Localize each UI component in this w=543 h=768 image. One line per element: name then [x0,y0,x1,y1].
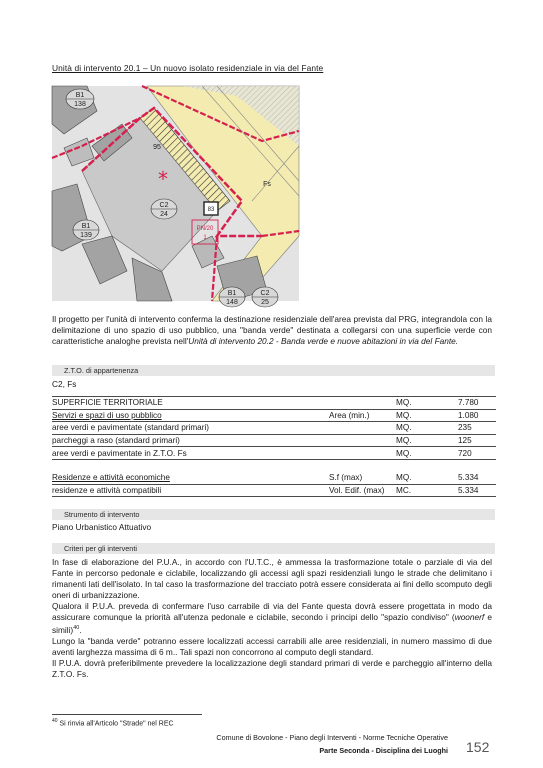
map-label: 95 [153,144,161,151]
map-label: 138 [74,101,86,108]
table-cell: MQ. [396,472,458,484]
map-label: B1 [75,92,85,99]
map-label: B1 [227,290,237,297]
table-cell: Servizi e spazi di uso pubblico [52,409,329,422]
map-label: Fs [263,181,271,188]
page-number: 152 [466,739,490,755]
data-table [52,396,496,497]
table-row [52,422,496,435]
map-label: 148 [226,299,238,306]
table-cell: 235 [458,422,496,435]
table-cell: 720 [458,447,496,460]
zoning-map-graphic [52,86,299,306]
map-label: 1 [203,235,207,241]
table-cell: Area (min.) [329,409,396,422]
zto-label: Z.T.O. di appartenenza [64,366,139,375]
criteria-paragraph: In fase di elaborazione del P.U.A., in accordo con l'U.T.C., è ammessa la trasformazione totale o parziale di via del Fante in percorso pedonale e ciclabile, localizzando gli accessi agli spazi residenziali lungo le strade che delimitano i rimanenti lati dell'isolato. In tal caso la trasformazione del tracciato potrà essere considerata ai fini dello scomputo degli oneri di urbanizzazione. [52,557,492,600]
table-cell: S.f (max) [329,472,396,484]
table-cell: aree verdi e pavimentate (standard primari) [52,422,329,435]
section-title: Unità di intervento 20.1 – Un nuovo isolato residenziale in via del Fante [52,63,324,73]
table-row [52,409,496,422]
zoning-map [52,86,299,306]
map-label: 24 [160,211,168,218]
footnote-divider [52,714,202,715]
table-row [52,447,496,460]
table-cell: residenze e attività compatibili [52,484,329,497]
table-row [52,397,496,410]
table-row [52,472,496,484]
footer-line-1: Comune di Bovolone - Piano degli Interventi - Norme Tecniche Operative [216,733,448,742]
map-label: B1 [81,223,91,230]
zto-value: C2, Fs [52,379,77,389]
star-icon: * [158,167,168,191]
table-cell: MQ. [396,397,458,410]
map-label: 83 [207,207,215,213]
table-cell: 5.334 [458,472,496,484]
table-cell: 5.334 [458,484,496,497]
table-cell: 7.780 [458,397,496,410]
criteria-paragraph: Lungo la "banda verde" potranno essere localizzati accessi carrabili alle aree residenziali, in numero massimo di due aventi larghezza massima di 6 m.. Tali spazi non concorrono al computo degli standard. [52,635,492,657]
table-row [52,434,496,447]
map-label: 25 [261,299,269,306]
criteria-text [52,557,492,680]
criteria-paragraph: Il P.U.A. dovrà preferibilmente prevedere la localizzazione degli standard primari di verde e parcheggio all'interno della Z.T.O. Fs. [52,657,492,679]
footnote: $^{40}$ Si rinvia all'Articolo "Strade" nel REC [52,718,174,728]
table-cell [329,434,396,447]
map-label: C2 [260,290,270,297]
map-label: 139 [80,232,92,239]
table-cell: Vol. Edif. (max) [329,484,396,497]
table-cell: 1.080 [458,409,496,422]
table-cell [329,397,396,410]
table-cell: MQ. [396,447,458,460]
table-cell [329,447,396,460]
table-cell: MQ. [396,409,458,422]
table-cell: MQ. [396,434,458,447]
strumento-label: Strumento di intervento [64,510,140,519]
strumento-value: Piano Urbanistico Attuativo [52,522,152,532]
map-label: C2 [159,202,169,209]
criteria-paragraph: Qualora il P.U.A. preveda di confermare l'uso carrabile di via del Fante questa dovrà essere progettata in modo da assicurare comunque la priorità all'utenza pedonale e ciclabile, secondo i principi dello "spazio condiviso" (woonerf e simili)$^{40}$. [52,601,493,635]
table-cell: SUPERFICIE TERRITORIALE [52,397,329,410]
table-cell: parcheggi a raso (standard primari) [52,434,329,447]
table-cell: aree verdi e pavimentate in Z.T.O. Fs [52,447,329,460]
map-label: PN/20 [196,226,214,232]
table-cell: MQ. [396,422,458,435]
intro-paragraph [52,314,492,347]
table-spacer [52,459,496,472]
footer-line-2: Parte Seconda - Disciplina dei Luoghi [319,746,448,755]
intro-text: Il progetto per l'unità di intervento conferma la destinazione residenziale dell'area prevista dal PRG, integrandola con la delimitazione di uno spazio di uso pubblico, una "banda verde" destinata a collegarsi con una superficie verde con caratteristiche analoghe prevista nell' [52,314,492,346]
table-cell: MC. [396,484,458,497]
table-cell [329,422,396,435]
table-row [52,484,496,497]
criteri-label: Criteri per gli interventi [64,544,137,553]
intro-italic: Unità di intervento 20.2 - Banda verde e nuove abitazioni in via del Fante. [188,336,459,346]
table-cell: Residenze e attività economiche [52,472,329,484]
table-cell: 125 [458,434,496,447]
